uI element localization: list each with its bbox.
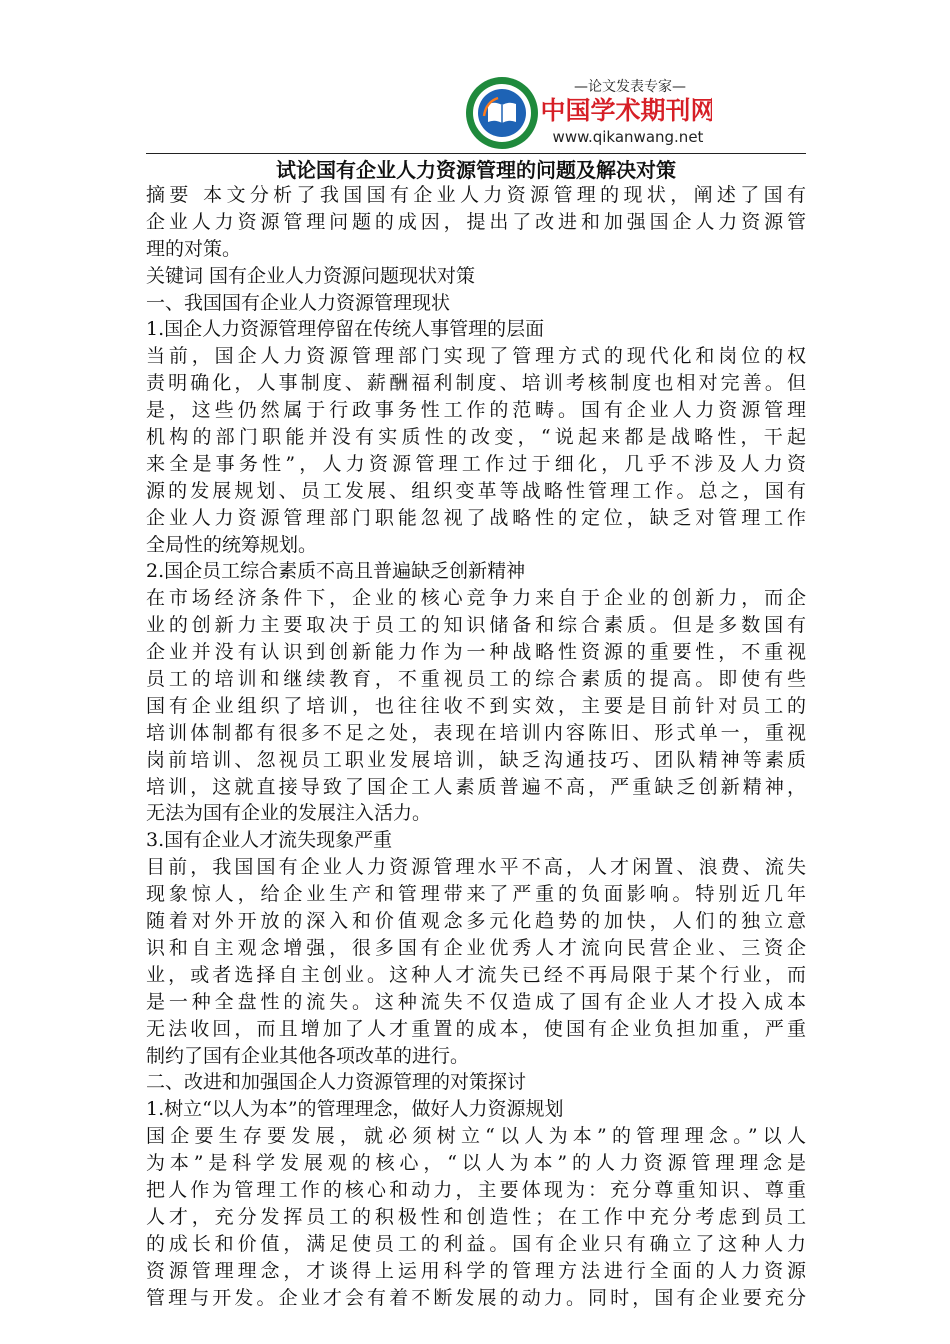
qikanwang-logo-graphic (462, 72, 712, 154)
body-line: 是一种全盘性的流失。这种流失不仅造成了国有企业人才投入成本 (146, 990, 806, 1013)
body-line: 人才，充分发挥员工的积极性和创造性；在工作中充分考虑到员工 (146, 1205, 806, 1228)
body-line: 3.国有企业人才流失现象严重 (146, 829, 393, 852)
body-line: 一、我国国有企业人力资源管理现状 (146, 291, 451, 314)
body-line: 培训体制都有很多不足之处，表现在培训内容陈旧、形式单一，重视 (146, 721, 806, 744)
body-line: 1.国企人力资源管理停留在传统人事管理的层面 (146, 318, 545, 341)
body-line: 责明确化，人事制度、薪酬福利制度、培训考核制度也相对完善。但 (146, 372, 806, 395)
body-line: 为本”是科学发展观的核心，“以人为本”的人力资源管理理念是 (146, 1152, 806, 1175)
body-line: 1.树立“以人为本”的管理理念，做好人力资源规划 (146, 1098, 564, 1121)
body-line: 岗前培训、忽视员工职业发展培训，缺乏沟通技巧、团队精神等素质 (146, 748, 806, 771)
body-line: 员工的培训和继续教育，不重视员工的综合素质的提高。即使有些 (146, 668, 806, 691)
body-line: 资源管理理念，才谈得上运用科学的管理方法进行全面的人力资源 (146, 1259, 806, 1282)
body-line: 的成长和价值，满足使员工的利益。国有企业只有确立了这种人力 (146, 1232, 806, 1255)
logo-brand: 中国学术期刊网 (540, 96, 712, 125)
body-line: 来全是事务性”，人力资源管理工作过于细化，几乎不涉及人力资 (146, 452, 806, 475)
body-line: 当前，国企人力资源管理部门实现了管理方式的现代化和岗位的权 (146, 345, 806, 368)
logo-slogan: —论文发表专家— (574, 79, 686, 95)
body-line: 理的对策。 (146, 237, 242, 260)
body-line: 是，这些仍然属于行政事务性工作的范畴。国有企业人力资源管理 (146, 399, 806, 422)
body-line: 无法收回，而且增加了人才重置的成本，使国有企业负担加重，严重 (146, 1017, 806, 1040)
body-line: 企业人力资源管理部门职能忽视了战略性的定位，缺乏对管理工作 (146, 506, 806, 529)
body-line: 二、改进和加强国企人力资源管理的对策探讨 (146, 1071, 527, 1094)
body-line: 企业并没有认识到创新能力作为一种战略性资源的重要性，不重视 (146, 641, 806, 664)
body-line: 制约了国有企业其他各项改革的进行。 (146, 1044, 470, 1067)
body-line: 业，或者选择自主创业。这种人才流失已经不再局限于某个行业，而 (146, 963, 806, 986)
body-line: 摘要 本文分析了我国国有企业人力资源管理的现状，阐述了国有 (146, 184, 806, 206)
body-line: 识和自主观念增强，很多国有企业优秀人才流向民营企业、三资企 (146, 936, 806, 959)
body-line: 源的发展规划、员工发展、组织变革等战略性管理工作。总之，国有 (146, 479, 806, 502)
logo-url: www.qikanwang.net (552, 128, 704, 146)
body-line: 在市场经济条件下，企业的核心竞争力来自于企业的创新力，而企 (146, 587, 806, 610)
body-line: 关键词 国有企业人力资源问题现状对策 (146, 264, 476, 287)
body-line: 国企要生存要发展，就必须树立“以人为本”的管理理念。”以人 (146, 1125, 806, 1148)
body-line: 无法为国有企业的发展注入活力。 (146, 802, 432, 825)
body-line: 现象惊人，给企业生产和管理带来了严重的负面影响。特别近几年 (146, 883, 806, 906)
body-line: 目前，我国国有企业人力资源管理水平不高，人才闲置、浪费、流失 (146, 856, 806, 879)
seal-emblem (466, 77, 538, 149)
body-line: 随着对外开放的深入和价值观念多元化趋势的加快，人们的独立意 (146, 910, 806, 933)
body-line: 全局性的统筹规划。 (146, 533, 318, 556)
body-line: 培训，这就直接导致了国企工人素质普遍不高，严重缺乏创新精神， (146, 775, 806, 798)
document-body (146, 182, 806, 1311)
document-title: 试论国有企业人力资源管理的问题及解决对策 (276, 158, 676, 182)
body-line: 业的创新力主要取决于员工的知识储备和综合素质。但是多数国有 (146, 614, 806, 637)
body-line: 国有企业组织了培训，也往往收不到实效，主要是目前针对员工的 (146, 694, 806, 717)
header-divider (146, 153, 806, 154)
body-line: 把人作为管理工作的核心和动力，主要体现为：充分尊重知识、尊重 (146, 1178, 806, 1201)
body-line: 企业人力资源管理问题的成因，提出了改进和加强国企人力资源管 (146, 210, 806, 233)
body-line: 机构的部门职能并没有实质性的改变，“说起来都是战略性，干起 (146, 426, 806, 449)
body-line: 2.国企员工综合素质不高且普遍缺乏创新精神 (146, 560, 526, 583)
site-logo (462, 72, 712, 154)
body-line: 管理与开发。企业才会有着不断发展的动力。同时，国有企业要充分 (146, 1286, 806, 1309)
